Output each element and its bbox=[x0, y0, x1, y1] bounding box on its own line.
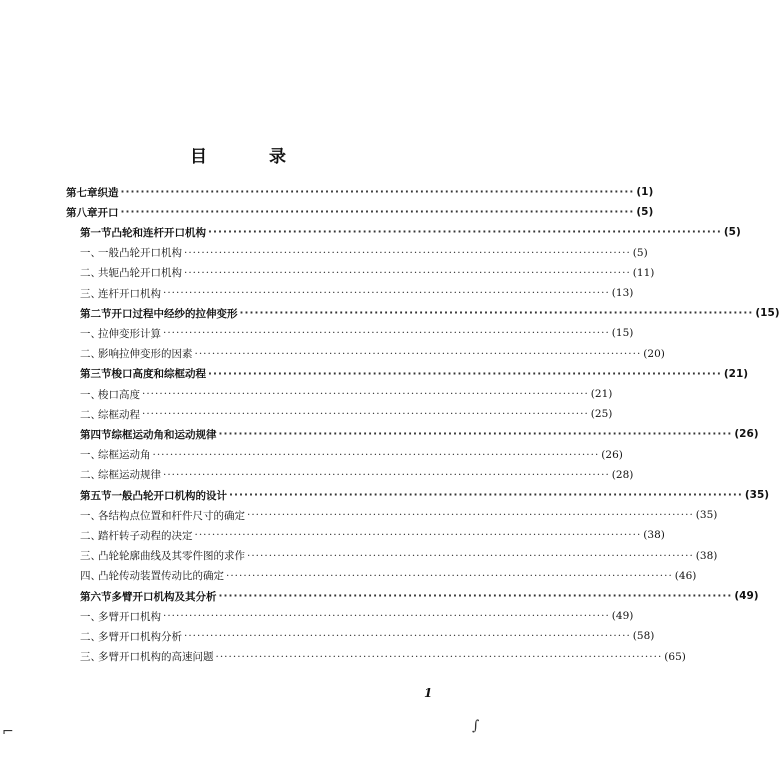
toc-entry-page-number: 46 bbox=[678, 569, 693, 582]
toc-leader-dots: ······································································································· bbox=[239, 307, 754, 320]
toc-entry-page-number: 21 bbox=[594, 388, 609, 400]
toc-entry-page-number: 11 bbox=[636, 266, 651, 279]
toc-entry-page-number: 20 bbox=[647, 347, 661, 360]
toc-entry-item bbox=[80, 446, 623, 464]
toc-entry-page: ( 21 ) bbox=[723, 367, 749, 380]
toc-entry-number: 二、 bbox=[80, 529, 101, 542]
toc-entry-number: 第三节 bbox=[80, 368, 112, 381]
toc-entry-page-number: 65 bbox=[668, 650, 682, 663]
toc-leader-dots: ······································································································· bbox=[163, 327, 610, 340]
toc-leader-dots: ······································································································· bbox=[247, 549, 694, 562]
toc-entry-page: ( 65 ) bbox=[664, 650, 686, 663]
toc-leader-dots: ······································································································· bbox=[184, 246, 631, 259]
toc-entry-number: 第二节 bbox=[80, 307, 112, 320]
toc-entry-item bbox=[80, 324, 634, 342]
toc-entry-item bbox=[80, 264, 655, 282]
toc-entry-page: ( 35 ) bbox=[695, 509, 718, 522]
toc-entry-item bbox=[80, 506, 718, 524]
toc-leader-dots: ······································································································· bbox=[163, 468, 610, 481]
toc-entry-page: ( 1 ) bbox=[636, 186, 654, 198]
toc-entry-section bbox=[80, 304, 780, 322]
toc-entry-number: 第八章 bbox=[66, 206, 98, 219]
toc-entry-number: 二、 bbox=[80, 630, 101, 643]
toc-entry-item bbox=[80, 466, 634, 484]
toc-entry-number: 一、 bbox=[80, 247, 101, 260]
toc-entry-number: 一、 bbox=[80, 388, 101, 401]
toc-entry-number: 二、 bbox=[80, 348, 101, 361]
toc-entry-section bbox=[80, 587, 759, 605]
toc-entry-page: ( 15 ) bbox=[755, 307, 780, 320]
toc-entry-page-number: 15 bbox=[615, 327, 630, 340]
toc-leader-dots: ······································································································· bbox=[229, 489, 743, 501]
toc-leader-dots: ······································································································· bbox=[247, 509, 694, 522]
toc-entry-title: 凸轮和连杆开口机构 bbox=[111, 226, 206, 239]
toc-entry-title: 连杆开口机构 bbox=[98, 287, 161, 300]
toc-entry-page: ( 20 ) bbox=[643, 347, 665, 360]
toc-entry-page: ( 5 ) bbox=[632, 246, 648, 259]
toc-entry-title: 梭口高度 bbox=[98, 388, 140, 401]
toc-entry-page-number: 5 bbox=[636, 246, 644, 259]
toc-entry-page: ( 46 ) bbox=[674, 569, 697, 582]
toc-entry-title: 凸轮轮廓曲线及其零件图的求作 bbox=[98, 550, 245, 563]
toc-entry-number: 一、 bbox=[80, 610, 101, 623]
toc-entry-page-number: 5 bbox=[728, 226, 736, 239]
toc-entry-number: 三、 bbox=[80, 550, 101, 563]
toc-entry-section bbox=[80, 365, 749, 383]
toc-entry-page-number: 1 bbox=[641, 186, 649, 198]
toc-entry-page: ( 28 ) bbox=[611, 468, 634, 481]
toc-entry-number: 第五节 bbox=[80, 489, 112, 502]
toc-leader-dots: ······································································································· bbox=[184, 630, 631, 643]
toc-entry-page: ( 13 ) bbox=[611, 287, 634, 299]
toc-entry-title: 梭口高度和综框动程 bbox=[111, 368, 206, 381]
toc-entry-title: 凸轮传动装置传动比的确定 bbox=[98, 570, 224, 583]
toc-entry-page: ( 58 ) bbox=[632, 630, 655, 643]
toc-entry-number: 第七章 bbox=[66, 186, 98, 199]
toc-entry-page: ( 49 ) bbox=[734, 590, 759, 602]
toc-entry-number: 第六节 bbox=[80, 590, 112, 603]
toc-entry-page-number: 15 bbox=[760, 307, 775, 320]
toc-entry-item bbox=[80, 385, 613, 403]
toc-entry-number: 一、 bbox=[80, 449, 101, 462]
toc-leader-dots: ······································································································· bbox=[120, 206, 635, 219]
toc-leader-dots: ······································································································· bbox=[215, 650, 663, 663]
toc-entry-item bbox=[80, 526, 665, 544]
toc-entry-page: ( 25 ) bbox=[590, 408, 613, 421]
toc-entry-page: ( 5 ) bbox=[723, 226, 741, 239]
toc-entry-page-number: 21 bbox=[728, 367, 744, 380]
toc-entry-title: 综框动程 bbox=[98, 408, 140, 421]
toc-entry-chapter bbox=[66, 183, 654, 201]
toc-entry-page: ( 5 ) bbox=[636, 206, 654, 219]
toc-entry-page-number: 28 bbox=[615, 468, 630, 481]
toc-entry-number: 二、 bbox=[80, 267, 101, 280]
toc-entry-number: 一、 bbox=[80, 327, 101, 340]
toc-entry-page: ( 26 ) bbox=[601, 448, 623, 461]
toc-entry-page: ( 38 ) bbox=[643, 529, 665, 542]
toc-entry-page-number: 5 bbox=[641, 206, 649, 219]
toc-entry-number: 四、 bbox=[80, 570, 101, 583]
toc-entry-title: 开口过程中经纱的拉伸变形 bbox=[111, 307, 238, 320]
toc-entry-number: 三、 bbox=[80, 287, 101, 300]
toc-entry-number: 二、 bbox=[80, 469, 101, 482]
toc-entry-chapter bbox=[66, 203, 654, 221]
toc-entry-title: 多臂开口机构 bbox=[98, 610, 161, 623]
toc-leader-dots: ······································································································· bbox=[218, 590, 733, 602]
toc-entry-page: ( 26 ) bbox=[734, 428, 759, 441]
toc-entry-item bbox=[80, 607, 634, 625]
toc-entry-page-number: 35 bbox=[699, 509, 714, 522]
toc-leader-dots: ······································································································· bbox=[163, 610, 610, 623]
toc-entry-title: 综框运动角 bbox=[98, 449, 151, 462]
toc-entry-section bbox=[80, 223, 741, 241]
scan-edge-mark-left: ⌐ bbox=[2, 724, 14, 740]
toc-leader-dots: ······································································································· bbox=[120, 186, 635, 198]
toc-entry-number: 一、 bbox=[80, 509, 101, 522]
toc-entry-item bbox=[80, 547, 718, 565]
toc-leader-dots: ······································································································· bbox=[218, 428, 733, 441]
toc-entry-item bbox=[80, 405, 613, 423]
toc-leader-dots: ······································································································· bbox=[142, 388, 589, 400]
toc-entry-page: ( 21 ) bbox=[590, 388, 613, 400]
toc-leader-dots: ······································································································· bbox=[184, 266, 631, 279]
toc-leader-dots: ······································································································· bbox=[208, 367, 722, 380]
toc-entry-page: ( 15 ) bbox=[611, 327, 634, 340]
toc-entry-title: 一般凸轮开口机构 bbox=[98, 247, 182, 260]
toc-entry-title: 织造 bbox=[97, 186, 119, 199]
toc-entry-item bbox=[80, 648, 686, 666]
toc-entry-page-number: 26 bbox=[605, 448, 619, 461]
toc-entry-title: 多臂开口机构及其分析 bbox=[111, 590, 217, 603]
toc-entry-number: 第四节 bbox=[80, 428, 112, 441]
toc-entry-title: 各结构点位置和杆件尺寸的确定 bbox=[98, 509, 245, 522]
toc-entry-page-number: 35 bbox=[749, 489, 765, 501]
toc-entry-title: 一般凸轮开口机构的设计 bbox=[111, 489, 227, 502]
toc-entry-page-number: 49 bbox=[615, 610, 630, 623]
toc-leader-dots: ······································································································· bbox=[163, 287, 610, 299]
page-number: 1 bbox=[424, 686, 433, 700]
toc-entry-number: 三、 bbox=[80, 651, 101, 664]
toc-entry-item bbox=[80, 284, 634, 302]
scan-edge-mark-right: ∫ bbox=[472, 718, 480, 734]
toc-leader-dots: ······································································································· bbox=[194, 347, 642, 360]
toc-entry-title: 多臂开口机构分析 bbox=[98, 630, 182, 643]
toc-entry-title: 多臂开口机构的高速问题 bbox=[98, 651, 214, 664]
toc-entry-item bbox=[80, 627, 655, 645]
toc-entry-page: ( 49 ) bbox=[611, 610, 634, 623]
toc-leader-dots: ······································································································· bbox=[142, 408, 589, 421]
toc-leader-dots: ······································································································· bbox=[226, 569, 673, 582]
toc-leader-dots: ······································································································· bbox=[152, 448, 600, 461]
toc-entry-item bbox=[80, 244, 648, 262]
toc-entry-page: ( 38 ) bbox=[695, 549, 718, 562]
toc-entry-item bbox=[80, 345, 665, 363]
toc-entry-page: ( 35 ) bbox=[744, 489, 770, 501]
toc-entry-title: 拉伸变形计算 bbox=[98, 327, 161, 340]
toc-entry-page-number: 38 bbox=[699, 549, 714, 562]
toc-entry-page-number: 26 bbox=[739, 428, 754, 441]
toc-entry-title: 综框运动规律 bbox=[98, 469, 161, 482]
toc-entry-page-number: 38 bbox=[647, 529, 661, 542]
toc-entry-title: 踏杆转子动程的决定 bbox=[98, 529, 193, 542]
toc-entry-title: 综框运动角和运动规律 bbox=[111, 428, 217, 441]
toc-entry-number: 二、 bbox=[80, 408, 101, 421]
toc-entry-page-number: 13 bbox=[615, 287, 630, 299]
toc-entry-section bbox=[80, 425, 759, 443]
toc-leader-dots: ······································································································· bbox=[208, 226, 722, 239]
toc-entry-page: ( 11 ) bbox=[632, 266, 655, 279]
toc-entry-page-number: 25 bbox=[594, 408, 609, 421]
toc-leader-dots: ······································································································· bbox=[194, 529, 642, 542]
toc-entry-title: 影响拉伸变形的因素 bbox=[98, 348, 193, 361]
toc-heading: 目 录 bbox=[190, 147, 314, 167]
toc-entry-number: 第一节 bbox=[80, 226, 112, 239]
toc-entry-page-number: 58 bbox=[636, 630, 651, 643]
toc-entry-title: 共轭凸轮开口机构 bbox=[98, 267, 182, 280]
toc-entry-page-number: 49 bbox=[739, 590, 754, 602]
toc-entry-title: 开口 bbox=[97, 206, 119, 219]
toc-entry-item bbox=[80, 567, 697, 585]
toc-entry-section bbox=[80, 486, 770, 504]
